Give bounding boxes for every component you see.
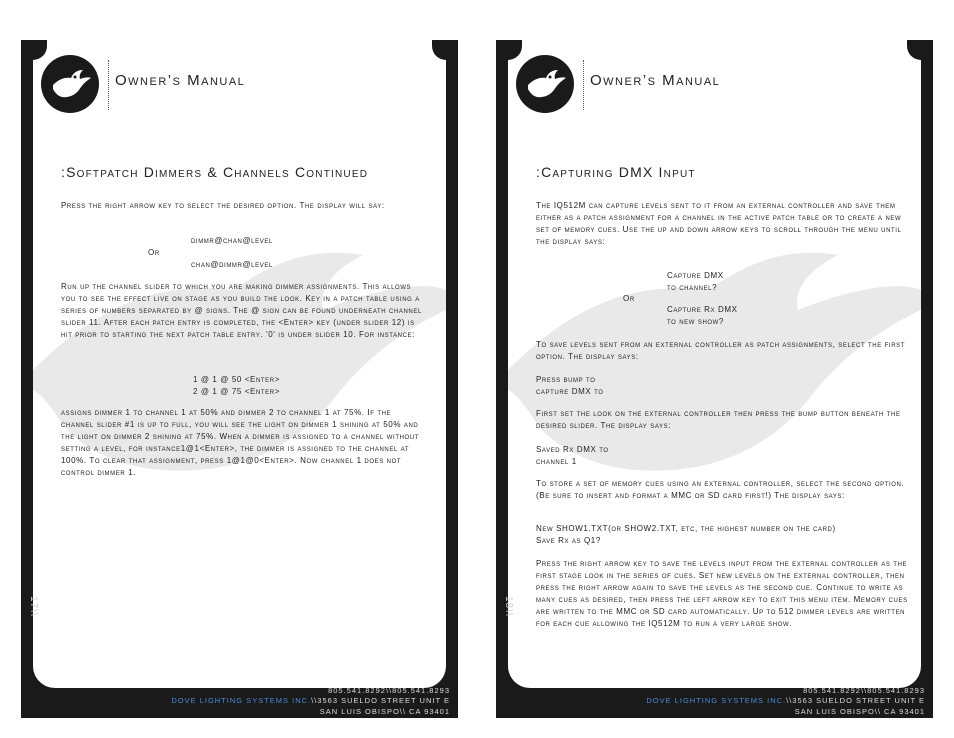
bump-paragraph: First set the look on the external controller then press the bump button beneath the desired slider. The display says: xyxy=(536,409,901,430)
display-option-2-line-2: to new show? xyxy=(667,317,724,326)
display-2-line-2: channel 1 xyxy=(536,457,577,466)
display-1-line-2: capture DMX to xyxy=(536,387,604,396)
footer-address: \\3563 SUELDO STREET UNIT E xyxy=(311,696,450,705)
memory-paragraph: To store a set of memory cues using an external controller, select the second option. (Be sure to insert and format a MMC or SD card first!) The display says: xyxy=(536,479,905,500)
display-option-2: chan@dimmr@level xyxy=(191,260,273,269)
patch-paragraph: To save levels sent from an external controller as patch assignments, select the first option. The display says: xyxy=(536,340,905,361)
display-option-2-line-1: Capture Rx DMX xyxy=(667,305,738,314)
header-divider xyxy=(583,60,584,110)
display-option-1-line-2: to channel? xyxy=(667,283,718,292)
explanation-paragraph: assigns dimmer 1 to channel 1 at 50% and dimmer 2 to channel 1 at 75%. If the channel slider #1 is up to full, you will see the light on dimmer 1 shining at 50% and the light on dimmer 2 shining at 75%. When a dimmer is assigned to a channel without setting a level, for instance1@1<Enter>, the dimmer is assigned to the channel at 100%. To clear that assignment, press 1@1@0<Enter>. Now channel 1 does not control dimmer 1. xyxy=(61,408,419,477)
footer-address-line xyxy=(646,696,925,705)
footer-brand: DOVE LIGHTING SYSTEMS INC. xyxy=(171,696,312,705)
manual-page-18 xyxy=(496,40,933,718)
section-title: :Softpatch Dimmers & Channels Continued xyxy=(61,164,369,180)
page-content xyxy=(508,40,921,688)
display-option-1: dimmr@chan@level xyxy=(191,236,273,245)
page-header: Owner’s Manual xyxy=(590,72,721,89)
footer-city: SAN LUIS OBISPO\\ CA 93401 xyxy=(319,707,450,716)
display-1-line-1: Press bump to xyxy=(536,375,596,384)
frame-corner xyxy=(432,40,446,60)
display-3-line-2: Save Rx as Q1? xyxy=(536,536,601,545)
footer-address-line xyxy=(171,696,450,705)
footer-phone: 805.541.8292\\805.541.8293 xyxy=(803,686,925,695)
dove-logo-icon xyxy=(516,55,574,113)
manual-page-17 xyxy=(21,40,458,718)
cues-paragraph: Press the right arrow key to save the levels input from the external controller as the first stage look in the series of cues. Set new levels on the external controller, then press the right arrow again to save the levels as the second cue. Continue to write as many cues as desired, then press the left arrow key to exit this menu item. Memory cues are written to the MMC or SD card automatically. Up to 512 dimmer levels are written for each cue allowing the IQ512M to run a very large show. xyxy=(536,559,908,628)
page-content xyxy=(33,40,446,688)
intro-paragraph: Press the right arrow key to select the desired option. The display will say: xyxy=(61,201,385,210)
section-title: :Capturing DMX Input xyxy=(536,164,696,180)
display-2-line-1: Saved Rx DMX to xyxy=(536,445,609,454)
footer-address: \\3563 SUELDO STREET UNIT E xyxy=(786,696,925,705)
or-label: Or xyxy=(148,248,160,257)
display-3-line-1: New SHOW1.TXT(or SHOW2.TXT, etc, the highest number on the card) xyxy=(536,524,836,533)
footer-phone: 805.541.8292\\805.541.8293 xyxy=(328,686,450,695)
page-number: 17\\ xyxy=(28,596,39,617)
frame-corner xyxy=(907,40,921,60)
example-line-1: 1 @ 1 @ 50 <Enter> xyxy=(193,375,280,384)
intro-paragraph: The IQ512M can capture levels sent to it from an external controller and save them either as a patch assignment for a channel in the active patch table or to create a new set of memory cues. Use the up and down arrow keys to scroll through the menu until the display says: xyxy=(536,201,902,246)
header-divider xyxy=(108,60,109,110)
instruction-paragraph: Run up the channel slider to which you are making dimmer assignments. This allows you to see the effect live on stage as you build the look. Key in a patch table using a series of numbers separated by @ signs. The @ sign can be found underneath channel slider 11. After each patch entry is completed, the <Enter> key (under slider 12) is hit prior to starting the next patch table entry. '0' is under slider 10. For instance: xyxy=(61,282,422,339)
display-option-1-line-1: Capture DMX xyxy=(667,271,724,280)
page-number: 18\\ xyxy=(503,596,514,617)
page-header: Owner’s Manual xyxy=(115,72,246,89)
footer-city: SAN LUIS OBISPO\\ CA 93401 xyxy=(794,707,925,716)
footer-brand: DOVE LIGHTING SYSTEMS INC. xyxy=(646,696,787,705)
example-line-2: 2 @ 1 @ 75 <Enter> xyxy=(193,387,280,396)
dove-logo-icon xyxy=(41,55,99,113)
or-label: Or xyxy=(623,294,635,303)
